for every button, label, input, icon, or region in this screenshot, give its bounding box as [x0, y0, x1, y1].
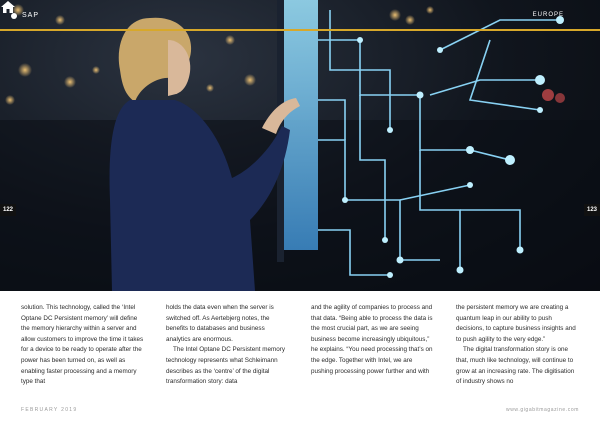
page-number-left: 122	[0, 204, 16, 216]
paragraph: The digital transformation story is one that, much like technology, will continue to grow at an increasing rate. The digitisation of industry shows no	[456, 346, 575, 386]
text-column-2	[166, 303, 290, 393]
section-label: EUROPE	[532, 12, 564, 18]
text-column-1	[21, 303, 145, 393]
website-link[interactable]: www.gigabitmagazine.com	[506, 407, 579, 413]
paragraph: solution. This technology, called the ‘Intel Optane DC Persistent memory’ will define the memory hierarchy within a server and allow customers to improve the time it takes for a device to be ready to operate after the power has been turned on, as well as enabling faster processing and a memory type that	[21, 304, 144, 386]
accent-divider	[0, 29, 600, 31]
page-number-right: 123	[584, 204, 600, 216]
text-column-3	[311, 303, 435, 393]
kiosk-screen	[284, 0, 318, 250]
article-body	[21, 303, 581, 393]
paragraph: and the agility of companies to process and that data. “Being able to process the data is the most crucial part, as we are seeing business become increasingly ubiquitous,” he explains. “You need processing that’s on the edge. Together with Intel, we are pushing processing power further and with	[311, 304, 433, 375]
home-icon[interactable]	[0, 0, 16, 14]
text-column-4	[456, 303, 580, 393]
brand-label: SAP	[22, 12, 40, 19]
paragraph: the persistent memory we are creating a quantum leap in our ability to push decisions, to capture business insights and to push agility to the very edge.”	[456, 304, 576, 343]
issue-date: FEBRUARY 2019	[21, 407, 78, 413]
paragraph: The Intel Optane DC Persistent memory technology represents what Schleimann describes as the ‘centre’ of the digital transformation story: data	[166, 346, 285, 386]
paragraph: holds the data even when the server is switched off. As Aertebjerg notes, the benefits to databases and business analytics are enormous.	[166, 304, 274, 343]
